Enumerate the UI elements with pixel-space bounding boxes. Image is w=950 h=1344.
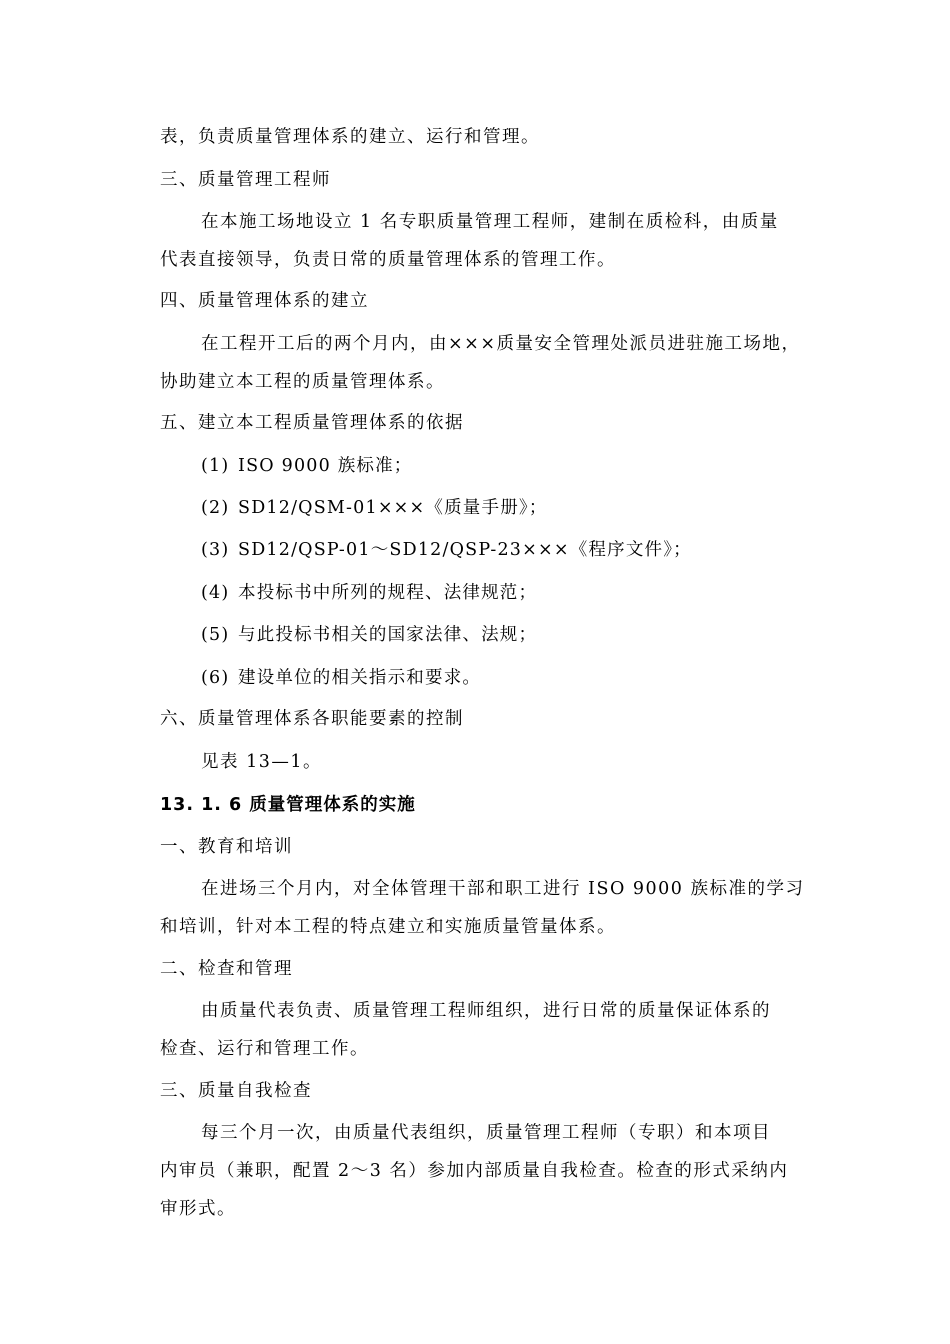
- paragraph-line: 在工程开工后的两个月内，由×××质量安全管理处派员进驻施工场地，: [201, 334, 801, 354]
- list-item: [201, 623, 537, 647]
- paragraph-line: 表，负责质量管理体系的建立、运行和管理。: [160, 127, 540, 147]
- section-heading: 二、检查和管理: [160, 959, 293, 979]
- list-item-text: SD12/QSM-01×××《质量手册》；: [238, 498, 548, 518]
- subsection-heading: 13. 1. 6 质量管理体系的实施: [160, 795, 416, 815]
- section-heading: 三、质量自我检查: [160, 1081, 312, 1101]
- paragraph-line: 内审员（兼职，配置 2～3 名）参加内部质量自我检查。检查的形式采纳内: [160, 1161, 789, 1181]
- list-item-number: (2): [201, 498, 230, 518]
- list-item: [201, 666, 481, 690]
- list-item: [201, 496, 548, 520]
- paragraph-line: 在进场三个月内，对全体管理干部和职工进行 ISO 9000 族标准的学习: [201, 879, 805, 899]
- list-item: [201, 538, 692, 562]
- list-item-text: 本投标书中所列的规程、法律规范；: [238, 583, 538, 603]
- list-item-text: 建设单位的相关指示和要求。: [238, 668, 482, 688]
- paragraph-line: 见表 13—1。: [201, 752, 322, 772]
- section-heading: 五、建立本工程质量管理体系的依据: [160, 413, 464, 433]
- paragraph-line: 在本施工场地设立 1 名专职质量管理工程师，建制在质检科，由质量: [201, 212, 779, 232]
- list-item: [201, 581, 537, 605]
- list-item-number: (6): [201, 668, 230, 688]
- list-item-number: (4): [201, 583, 230, 603]
- paragraph-line: 由质量代表负责、质量管理工程师组织，进行日常的质量保证体系的: [201, 1001, 771, 1021]
- list-item: [201, 454, 413, 478]
- section-heading: 一、教育和培训: [160, 837, 293, 857]
- list-item-number: (5): [201, 625, 230, 645]
- list-item-number: (1): [201, 456, 230, 476]
- section-heading: 三、质量管理工程师: [160, 170, 331, 190]
- list-item-text: SD12/QSP-01～SD12/QSP-23×××《程序文件》；: [238, 540, 692, 560]
- paragraph-line: 协助建立本工程的质量管理体系。: [160, 372, 445, 392]
- paragraph-line: 检查、运行和管理工作。: [160, 1039, 369, 1059]
- list-item-text: ISO 9000 族标准；: [238, 456, 413, 476]
- section-heading: 六、质量管理体系各职能要素的控制: [160, 709, 464, 729]
- section-heading: 四、质量管理体系的建立: [160, 291, 369, 311]
- list-item-text: 与此投标书相关的国家法律、法规；: [238, 625, 538, 645]
- paragraph-line: 审形式。: [160, 1199, 236, 1219]
- paragraph-line: 和培训，针对本工程的特点建立和实施质量管量体系。: [160, 917, 616, 937]
- list-item-number: (3): [201, 540, 230, 560]
- paragraph-line: 代表直接领导，负责日常的质量管理体系的管理工作。: [160, 250, 616, 270]
- paragraph-line: 每三个月一次，由质量代表组织，质量管理工程师（专职）和本项目: [201, 1123, 771, 1143]
